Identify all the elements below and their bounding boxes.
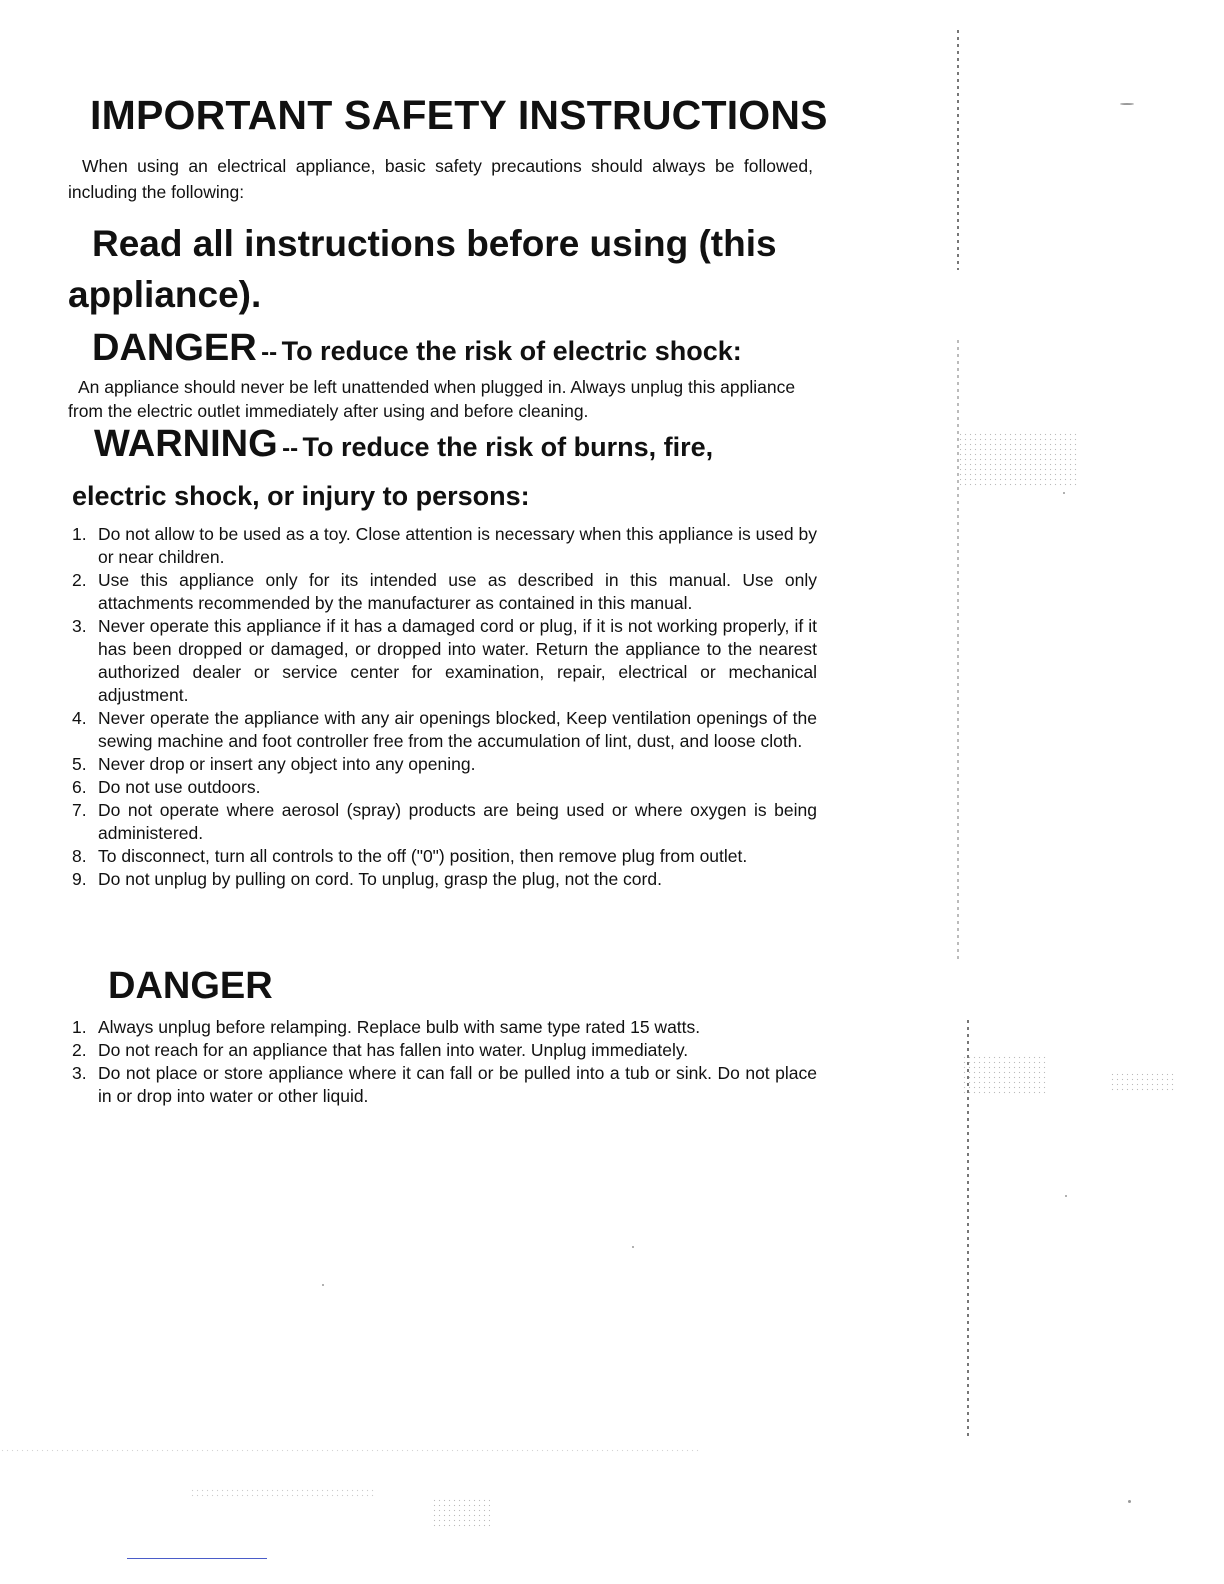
list-item-text: Do not operate where aerosol (spray) products are being used or where oxygen is being administered.	[98, 800, 817, 843]
list-item	[72, 1039, 817, 1062]
scan-noise	[0, 1448, 700, 1454]
list-item-text: Never operate the appliance with any air openings blocked, Keep ventilation openings of the sewing machine and foot controller free from the accumulation of lint, dust, and loose cloth.	[98, 708, 817, 751]
warning-heading-dash: --	[282, 435, 299, 462]
list-item-number: 4.	[72, 708, 87, 728]
list-item-text: Do not allow to be used as a toy. Close attention is necessary when this appliance is used by or near children.	[98, 524, 817, 567]
list-item-number: 3.	[72, 616, 87, 636]
scan-speck	[1128, 1500, 1131, 1503]
list-item	[72, 615, 817, 707]
list-item	[72, 523, 817, 569]
warning-heading-subtitle-2: electric shock, or injury to persons:	[72, 481, 530, 511]
list-item-number: 7.	[72, 800, 87, 820]
list-item-number: 6.	[72, 777, 87, 797]
danger-heading-2-word: DANGER	[108, 965, 273, 1007]
scan-edge-line	[957, 30, 959, 270]
warning-heading-subtitle-1: To reduce the risk of burns, fire,	[302, 432, 714, 462]
list-item-text: Never operate this appliance if it has a damaged cord or plug, if it is not working properly, if it has been dropped or damaged, or dropped into water. Return the appliance to the nearest authorized dealer or service center for examination, repair, electrical or mechanical adjustment.	[98, 616, 817, 705]
scan-noise	[190, 1488, 375, 1498]
scan-noise	[958, 432, 1078, 487]
warning-list	[72, 523, 817, 891]
list-item-text: Never drop or insert any object into any opening.	[98, 754, 476, 774]
read-all-heading: Read all instructions before using (this appliance).	[68, 223, 777, 315]
intro-paragraph: When using an electrical appliance, basic safety precautions should always be followed, including the following:	[68, 156, 813, 202]
scan-noise	[962, 1055, 1047, 1095]
list-item-text: Use this appliance only for its intended use as described in this manual. Use only attachments recommended by the manufacturer as contained in this manual.	[98, 570, 817, 613]
list-item-number: 8.	[72, 846, 87, 866]
list-item-number: 1.	[72, 1017, 87, 1037]
danger-heading-2	[108, 965, 273, 1008]
danger-heading-dash: --	[261, 339, 278, 366]
danger-body-paragraph: An appliance should never be left unattended when plugged in. Always unplug this appliance from the electric outlet immediately after using and before cleaning.	[68, 377, 796, 421]
danger-heading-word: DANGER	[92, 327, 257, 369]
list-item	[72, 799, 817, 845]
list-item-text: To disconnect, turn all controls to the off ("0") position, then remove plug from outlet.	[98, 846, 748, 866]
list-item-number: 2.	[72, 570, 87, 590]
scan-speck	[1065, 1195, 1067, 1197]
list-item-text: Do not use outdoors.	[98, 777, 261, 797]
scan-speck	[632, 1246, 634, 1248]
scan-speck	[1063, 492, 1065, 494]
list-item	[72, 707, 817, 753]
list-item	[72, 569, 817, 615]
list-item	[72, 776, 817, 799]
warning-heading-word: WARNING	[94, 423, 278, 465]
danger-heading	[92, 327, 742, 370]
scan-edge-line	[127, 1558, 267, 1559]
page-title: IMPORTANT SAFETY INSTRUCTIONS	[90, 92, 828, 138]
list-item-number: 9.	[72, 869, 87, 889]
list-item	[72, 1016, 817, 1039]
warning-heading	[72, 422, 812, 523]
scan-speck	[1120, 103, 1134, 105]
danger-heading-subtitle: To reduce the risk of electric shock:	[281, 336, 742, 366]
danger-list	[72, 1016, 817, 1108]
list-item-text: Always unplug before relamping. Replace bulb with same type rated 15 watts.	[98, 1017, 701, 1037]
list-item-number: 2.	[72, 1040, 87, 1060]
scan-noise	[1110, 1072, 1175, 1092]
scan-noise	[432, 1498, 490, 1528]
list-item-text: Do not place or store appliance where it can fall or be pulled into a tub or sink. Do not place in or drop into water or other liquid.	[98, 1063, 817, 1106]
list-item-number: 5.	[72, 754, 87, 774]
list-item	[72, 753, 817, 776]
scan-speck	[322, 1284, 324, 1286]
list-item-text: Do not reach for an appliance that has fallen into water. Unplug immediately.	[98, 1040, 689, 1060]
list-item-number: 3.	[72, 1063, 87, 1083]
list-item	[72, 868, 817, 891]
list-item	[72, 845, 817, 868]
list-item	[72, 1062, 817, 1108]
list-item-number: 1.	[72, 524, 87, 544]
list-item-text: Do not unplug by pulling on cord. To unplug, grasp the plug, not the cord.	[98, 869, 662, 889]
